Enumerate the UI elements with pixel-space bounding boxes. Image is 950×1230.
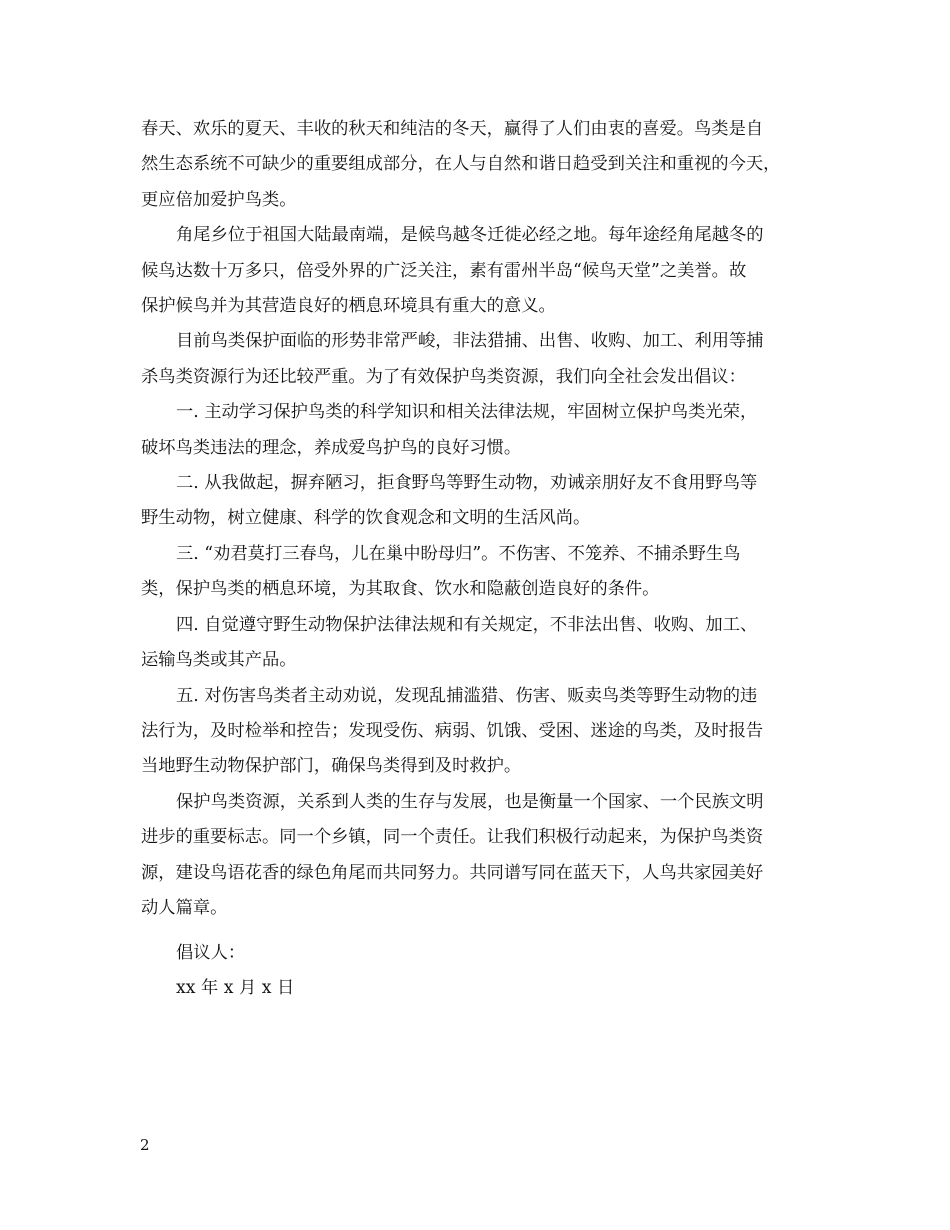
signature-label: 倡议人： [176,943,246,963]
text-line: 动人篇章。 [141,897,228,918]
paragraph [141,218,813,324]
text-line: 破坏鸟类违法的理念，养成爱鸟护鸟的良好习惯。 [141,437,522,458]
signature-date: xx 年 x 月 x 日 [176,978,295,999]
text-line: 运输鸟类或其产品。 [141,650,297,671]
text-line: 保护候鸟并为其营造良好的栖息环境具有重大的意义。 [141,296,556,317]
text-line: 一. 主动学习保护鸟类的科学知识和相关法律法规，牢固树立保护鸟类光荣， [176,402,758,423]
page-number: 2 [140,1136,150,1154]
text-line: 源，建设鸟语花香的绿色角尾而共同努力。共同谱写同在蓝天下，人鸟共家园美好 [141,862,764,883]
text-line: 当地野生动物保护部门，确保鸟类得到及时救护。 [141,756,522,777]
proposal-item-3 [141,537,813,608]
text-line: 保护鸟类资源，关系到人类的生存与发展，也是衡量一个国家、一个民族文明 [176,791,764,812]
proposal-item-5 [141,679,813,785]
proposal-item-2 [141,466,813,537]
proposal-item-4 [141,608,813,679]
text-line: 春天、欢乐的夏天、丰收的秋天和纯洁的冬天，赢得了人们由衷的喜爱。鸟类是自 [141,119,764,139]
text-line: 更应倍加爱护鸟类。 [141,189,297,210]
text-line: 杀鸟类资源行为还比较严重。为了有效保护鸟类资源，我们向全社会发出倡议： [141,366,746,387]
text-line: 角尾乡位于祖国大陆最南端，是候鸟越冬迁徙必经之地。每年途经角尾越冬的 [176,225,764,246]
paragraph [141,324,813,395]
text-line: 三. “劝君莫打三春鸟，儿在巢中盼母归”。不伤害、不笼养、不捕杀野生鸟 [176,543,741,564]
text-line: 进步的重要标志。同一个乡镇，同一个责任。让我们积极行动起来，为保护鸟类资 [141,827,764,848]
text-line: 候鸟达数十万多只，倍受外界的广泛关注，素有雷州半岛“候鸟天堂”之美誉。故 [141,260,747,281]
proposal-item-1 [141,395,813,466]
text-line: 然生态系统不可缺少的重要组成部分，在人与自然和谐日趋受到关注和重视的今天， [141,154,781,175]
text-line: 法行为，及时检举和控告；发现受伤、病弱、饥饿、受困、迷途的鸟类，及时报告 [141,720,764,741]
text-line: 五. 对伤害鸟类者主动劝说，发现乱捕滥猎、伤害、贩卖鸟类等野生动物的违 [176,685,758,706]
paragraph [141,112,813,218]
text-line: 目前鸟类保护面临的形势非常严峻，非法猎捕、出售、收购、加工、利用等捕 [176,331,764,352]
document-body [141,112,813,926]
text-line: 类，保护鸟类的栖息环境，为其取食、饮水和隐蔽创造良好的条件。 [141,579,660,600]
closing-paragraph [141,785,813,927]
text-line: 二. 从我做起，摒弃陋习，拒食野鸟等野生动物，劝诫亲朋好友不食用野鸟等 [176,473,758,494]
signature-block [176,936,294,1007]
text-line: 四. 自觉遵守野生动物保护法律法规和有关规定，不非法出售、收购、加工、 [176,614,758,635]
text-line: 野生动物，树立健康、科学的饮食观念和文明的生活风尚。 [141,508,591,529]
